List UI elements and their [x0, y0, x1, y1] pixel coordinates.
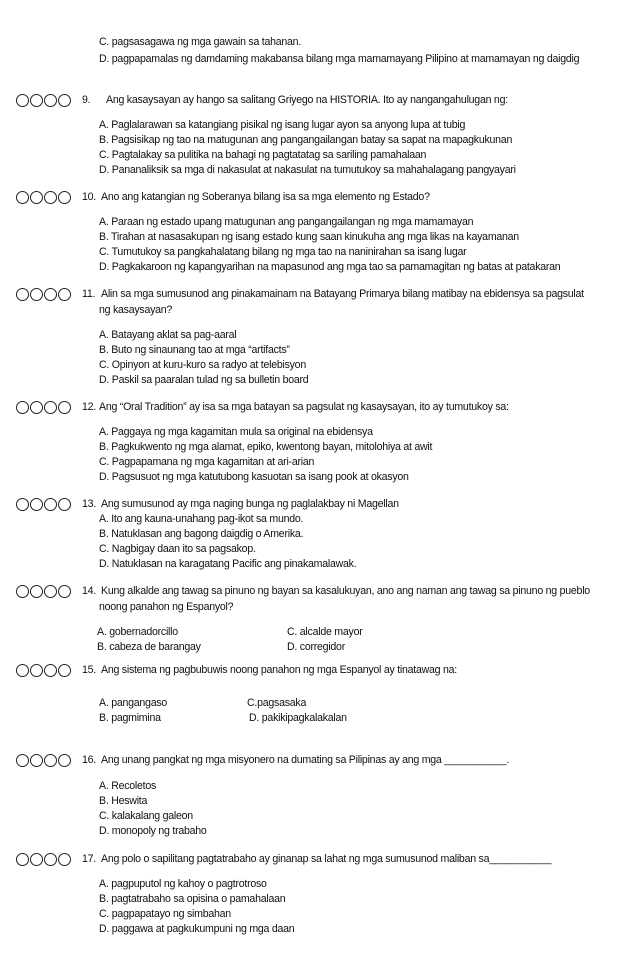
answer-bubble-c[interactable]: [44, 853, 57, 866]
question-number: 13.: [82, 498, 96, 510]
choice-b: B. Heswita: [99, 795, 148, 807]
question-14-row: [16, 584, 590, 598]
answer-bubble-d[interactable]: [58, 498, 71, 511]
answer-bubble-d[interactable]: [58, 191, 71, 204]
question-number: 17.: [82, 853, 96, 865]
question-15-row: [16, 663, 457, 677]
answer-bubble-a[interactable]: [16, 585, 29, 598]
choice-a: A. pagpuputol ng kahoy o pagtrotroso: [99, 878, 267, 890]
question-text-continued: ng kasaysayan?: [99, 304, 173, 316]
choice-c-prev: C. pagsasagawa ng mga gawain sa tahanan.: [99, 36, 302, 48]
choice-d: D. monopoly ng trabaho: [99, 825, 207, 837]
answer-bubble-a[interactable]: [16, 191, 29, 204]
choice-b: B. pagtatrabaho sa opisina o pamahalaan: [99, 893, 286, 905]
question-number: 15.: [82, 664, 96, 676]
answer-bubble-b[interactable]: [30, 288, 43, 301]
choice-a: A. Ito ang kauna-unahang pag-ikot sa mundo.: [99, 513, 304, 525]
answer-bubble-d[interactable]: [58, 401, 71, 414]
question-text: Alin sa mga sumusunod ang pinakamainam na Batayang Primarya bilang matibay na ebidensya sa pagsulat: [101, 288, 584, 300]
choice-d: D. Pagkakaroon ng kapangyarihan na mapasunod ang mga tao sa pamamagitan ng batas at patakaran: [99, 261, 561, 273]
choice-d: D. Pananaliksik sa mga di nakasulat at nakasulat na tumutukoy sa mahahalagang pangyayari: [99, 164, 516, 176]
choice-c: C. pagpapatayo ng simbahan: [99, 908, 231, 920]
question-12-row: [16, 400, 509, 414]
question-text: Kung alkalde ang tawag sa pinuno ng bayan sa kasalukuyan, ano ang naman ang tawag sa pinuno ng pueblo: [101, 585, 590, 597]
choice-d: D. Natuklasan na karagatang Pacific ang pinakamalawak.: [99, 558, 357, 570]
answer-bubble-a[interactable]: [16, 401, 29, 414]
question-11-row: [16, 287, 584, 301]
answer-bubbles: [16, 191, 82, 204]
choice-a: A. Paraan ng estado upang matugunan ang pangangailangan ng mga mamamayan: [99, 216, 474, 228]
choice-a: A. Paggaya ng mga kagamitan mula sa original na ebidensya: [99, 426, 373, 438]
answer-bubble-c[interactable]: [44, 94, 57, 107]
answer-bubble-d[interactable]: [58, 94, 71, 107]
question-16-row: [16, 753, 509, 767]
choice-a: A. pangangaso: [99, 697, 168, 709]
answer-bubble-a[interactable]: [16, 498, 29, 511]
choice-c: C. alcalde mayor: [287, 626, 363, 638]
question-17-row: [16, 852, 551, 866]
choice-d: D. pakikipagkalakalan: [249, 712, 347, 724]
answer-bubble-a[interactable]: [16, 853, 29, 866]
answer-bubble-c[interactable]: [44, 191, 57, 204]
choice-a: A. gobernadorcillo: [97, 626, 178, 638]
choice-c: C. kalakalang galeon: [99, 810, 193, 822]
question-13-row: [16, 497, 399, 511]
choice-c: C. Pagpapamana ng mga kagamitan at ari-arian: [99, 456, 315, 468]
choice-c: C.pagsasaka: [247, 697, 307, 709]
choice-b: B. Tirahan at nasasakupan ng isang estado kung saan kinukuha ang mga likas na kayamanan: [99, 231, 519, 243]
choice-b: B. Natuklasan ang bagong daigdig o Amerika.: [99, 528, 304, 540]
answer-bubbles: [16, 585, 82, 598]
question-10-row: [16, 190, 430, 204]
choice-b: B. Pagsisikap ng tao na matugunan ang pangangailangan batay sa sapat na mapagkukunan: [99, 134, 513, 146]
answer-bubble-c[interactable]: [44, 664, 57, 677]
answer-bubble-b[interactable]: [30, 664, 43, 677]
question-text: Ano ang katangian ng Soberanya bilang isa sa mga elemento ng Estado?: [101, 191, 430, 203]
question-number: 12.: [82, 401, 96, 413]
question-text: Ang polo o sapilitang pagtatrabaho ay ginanap sa lahat ng mga sumusunod maliban sa___________: [101, 853, 552, 865]
answer-bubble-b[interactable]: [30, 401, 43, 414]
answer-bubbles: [16, 664, 82, 677]
answer-bubble-b[interactable]: [30, 94, 43, 107]
answer-bubble-b[interactable]: [30, 191, 43, 204]
choice-d-prev: D. pagpapamalas ng damdaming makabansa bilang mga mamamayang Pilipino at mamamayan ng daigdig: [99, 53, 580, 65]
answer-bubbles: [16, 498, 82, 511]
choice-a: A. Paglalarawan sa katangiang pisikal ng isang lugar ayon sa anyong lupa at tubig: [99, 119, 466, 131]
choice-d: D. Paskil sa paaralan tulad ng sa bulletin board: [99, 374, 309, 386]
answer-bubble-a[interactable]: [16, 664, 29, 677]
choice-b: B. Pagkukwento ng mga alamat, epiko, kwentong bayan, mitolohiya at awit: [99, 441, 433, 453]
answer-bubble-d[interactable]: [58, 585, 71, 598]
answer-bubble-a[interactable]: [16, 754, 29, 767]
question-number: 11.: [82, 288, 96, 300]
choice-b: B. cabeza de barangay: [97, 641, 201, 653]
choice-d: D. Pagsusuot ng mga katutubong kasuotan sa isang pook at okasyon: [99, 471, 409, 483]
question-text: Ang unang pangkat ng mga misyonero na dumating sa Pilipinas ay ang mga ___________.: [101, 754, 510, 766]
answer-bubbles: [16, 754, 82, 767]
answer-bubbles: [16, 288, 82, 301]
question-number: 14.: [82, 585, 96, 597]
question-text: Ang kasaysayan ay hango sa salitang Griyego na HISTORIA. Ito ay nangangahulugan ng:: [106, 94, 508, 106]
answer-bubble-b[interactable]: [30, 754, 43, 767]
answer-bubble-c[interactable]: [44, 585, 57, 598]
answer-bubble-c[interactable]: [44, 498, 57, 511]
answer-bubble-b[interactable]: [30, 585, 43, 598]
answer-bubble-c[interactable]: [44, 288, 57, 301]
choice-d: D. corregidor: [287, 641, 345, 653]
answer-bubble-b[interactable]: [30, 498, 43, 511]
choice-b: B. Buto ng sinaunang tao at mga “artifacts”: [99, 344, 290, 356]
answer-bubbles: [16, 853, 82, 866]
answer-bubble-c[interactable]: [44, 401, 57, 414]
answer-bubbles: [16, 401, 82, 414]
question-text-continued: noong panahon ng Espanyol?: [99, 601, 234, 613]
question-text: Ang “Oral Tradition” ay isa sa mga batayan sa pagsulat ng kasaysayan, ito ay tumutukoy sa:: [99, 401, 509, 413]
choice-c: C. Opinyon at kuru-kuro sa radyo at telebisyon: [99, 359, 306, 371]
choice-a: A. Batayang aklat sa pag-aaral: [99, 329, 237, 341]
question-number: 16.: [82, 754, 96, 766]
question-number: 10.: [82, 191, 96, 203]
choice-a: A. Recoletos: [99, 780, 157, 792]
question-9-row: [16, 93, 508, 107]
answer-bubble-d[interactable]: [58, 664, 71, 677]
answer-bubble-a[interactable]: [16, 288, 29, 301]
choice-d: D. paggawa at pagkukumpuni ng mga daan: [99, 923, 295, 935]
answer-bubble-d[interactable]: [58, 853, 71, 866]
answer-bubble-a[interactable]: [16, 94, 29, 107]
question-text: Ang sistema ng pagbubuwis noong panahon ng mga Espanyol ay tinatawag na:: [101, 664, 457, 676]
answer-bubble-c[interactable]: [44, 754, 57, 767]
answer-bubble-d[interactable]: [58, 754, 71, 767]
choice-b: B. pagmimina: [99, 712, 161, 724]
answer-bubble-b[interactable]: [30, 853, 43, 866]
choice-c: C. Nagbigay daan ito sa pagsakop.: [99, 543, 256, 555]
question-text: Ang sumusunod ay mga naging bunga ng paglalakbay ni Magellan: [101, 498, 399, 510]
answer-bubble-d[interactable]: [58, 288, 71, 301]
answer-bubbles: [16, 94, 82, 107]
choice-c: C. Pagtalakay sa pulitika na bahagi ng pagtatatag sa sariling pamahalaan: [99, 149, 427, 161]
question-number: 9.: [82, 94, 91, 106]
choice-c: C. Tumutukoy sa pangkahalatang bilang ng mga tao na naninirahan sa isang lugar: [99, 246, 467, 258]
